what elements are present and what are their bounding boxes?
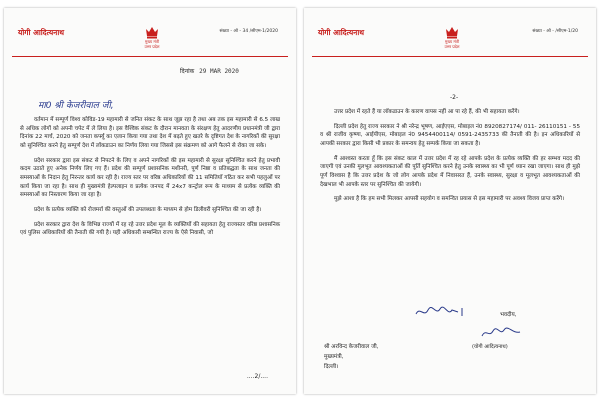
emblem-title: मुख्य मंत्री	[445, 39, 459, 44]
recipient-address	[324, 342, 378, 372]
header-divider	[312, 56, 588, 57]
paragraph: मैं आश्वस्त करता हूँ कि इस संकट काल में उत्तर प्रदेश में रह रहे आपके प्रदेश के प्रत्येक व्यक्ति की हर सम्भव मदद की जाएगी एवं उनकी मूलभूत आवश्यकताओं की पूर्ति सुनिश्चित करने हेतु उनके स्वास्थ्य का भी पूर्ण ध्यान रखा जाएगा। साथ ही मुझे पूर्ण विश्वास है कि उत्तर प्रदेश के जो लोग आपके प्रदेश में निवासरत हैं, उनके स्वास्थ्य, सुरक्षा व मूलभूत आवश्यकताओं की देखभाल भी आपके स्तर पर सुनिश्चित की जायेगी।	[320, 155, 580, 188]
emblem-icon	[444, 26, 460, 40]
signature-icon	[480, 324, 524, 340]
letter-body	[320, 108, 580, 210]
emblem-state: उत्तर प्रदेश	[144, 43, 160, 49]
paragraph: प्रदेश सरकार द्वारा देश के विभिन्न राज्यों में रह रहे उत्तर प्रदेश मूल के व्यक्तियों की सहायता हेतु राज्यस्तर वरिष्ठ प्रशासनिक एवं पुलिस अधिकारियों की तैनाती की गयी है। यही अधिकारी सम्बन्धित राज्य के ऐसे निवासी, जो	[20, 221, 280, 237]
reference-number: संख्या - ओ - /सीएम-1/20	[532, 29, 578, 34]
salutation: मा0 श्री केजरीवाल जी,	[38, 101, 114, 111]
state-emblem	[132, 26, 172, 50]
letterhead-name: योगी आदित्यनाथ	[18, 28, 65, 37]
signer-name: (योगी आदित्यनाथ)	[472, 344, 508, 350]
paragraph: दिल्ली प्रदेश हेतु राज्य सरकार ने श्री नरेन्द्र भूषण, आईएएस, मोबाइल नं0 8920827174/ 011- 26110151 - 55 व श्री राजीव कृष्णा, आईपीएस, मोबाइल नं0 9454400114/ 0591-2435733 की तैनाती की है। इन अधिकारियों से आपकी सरकार द्वारा किसी भी प्रकार के समन्वय हेतु सम्पर्क किया जा सकता है।	[320, 123, 580, 147]
recipient-line: मुख्यमंत्री,	[324, 354, 344, 361]
emblem-title: मुख्य मंत्री	[145, 39, 159, 44]
letter-page-2	[304, 8, 596, 394]
paragraph: मुझे आशा है कि हम सभी मिलकर आपसी सहयोग व समन्वित प्रयास से इस महामारी पर अवश्य विजय प्राप्त करेंगे।	[334, 196, 565, 203]
page-number: -2-	[450, 94, 459, 101]
closing-salutation: भवदीय,	[500, 312, 517, 318]
paragraph: उत्तर प्रदेश में रहते हैं या लॉकडाउन के कारण वापस नहीं आ पा रहे हैं, की भी सहायता करेंगे।	[334, 109, 520, 115]
reference-number: संख्या - ओ - 34 /सीएम-1/2020	[219, 29, 278, 34]
letter-date	[180, 67, 239, 75]
emblem-state: उत्तर प्रदेश	[444, 43, 460, 49]
date-label: दिनांक	[180, 68, 195, 75]
recipient-line: दिल्ली।	[324, 364, 339, 371]
date-stamp: 29 MAR 2020	[199, 68, 239, 75]
paragraph: प्रदेश के प्रत्येक व्यक्ति को रोजमर्रा की वस्तुओं की उपलब्धता के माध्यम से होम डिलीवरी सुनिश्चित की जा रही है।	[34, 206, 262, 213]
header-divider	[12, 56, 288, 57]
letter-page-1	[4, 8, 296, 394]
emblem-icon	[144, 26, 160, 40]
signature-scribble-icon	[414, 304, 474, 320]
state-emblem	[432, 26, 472, 50]
letterhead-name: योगी आदित्यनाथ	[318, 28, 365, 37]
recipient-line: श्री अरविन्द केजरीवाल जी,	[324, 344, 379, 350]
signature-block	[414, 310, 574, 350]
letter-body	[20, 116, 280, 244]
paragraph: वर्तमान में सम्पूर्ण विश्व कोविड-19 महामारी से जनित संकट के साथ जूझ रहा है तथा अब तक इस महामारी से 6.5 लाख से अधिक लोगों को अपनी चपेट में ले लिया है। इस वैश्विक संकट के दौरान मानवता के संरक्षण हेतु आदरणीय प्रधानमंत्री जी द्वारा दिनांक 22 मार्च, 2020 को जनता कर्फ्यू का एलान किया गया तथा देश में बढ़ते हुए खतरे के दृष्टिगत देश के नागरिकों की सुरक्षा को सुनिश्चित करने हेतु सम्पूर्ण देश में लॉकडाउन का निर्णय लिया गया जिससे इस संक्रमण को आगे फैलने से रोका जा सके।	[20, 117, 280, 149]
paragraph: प्रदेश सरकार द्वारा इस संकट से निपटने के लिए व अपने नागरिकों की इस महामारी से सुरक्षा सुनिश्चित करने हेतु प्रभावी कदम उठाते हुए अनेक निर्णय लिए गए हैं। प्रदेश की सम्पूर्ण प्रशासनिक मशीनरी, पूर्ण निष्ठा व प्रतिबद्धता के साथ जनता की समस्याओं के निदान हेतु निरन्तर कार्य कर रही है। राज्य स्तर पर वरिष्ठ अधिकारियों की 11 समितियाँ गठित कर सभी पहलुओं पर कार्य किया जा रहा है। साथ ही मुख्यमंत्री हेल्पलाइन व प्रत्येक जनपद में 24x7 कन्ट्रोल रूम के माध्यम से प्रत्येक व्यक्ति की समस्याओं का निस्तारण किया जा रहा है।	[20, 157, 280, 199]
continuation-mark: ....2/....	[246, 373, 268, 380]
